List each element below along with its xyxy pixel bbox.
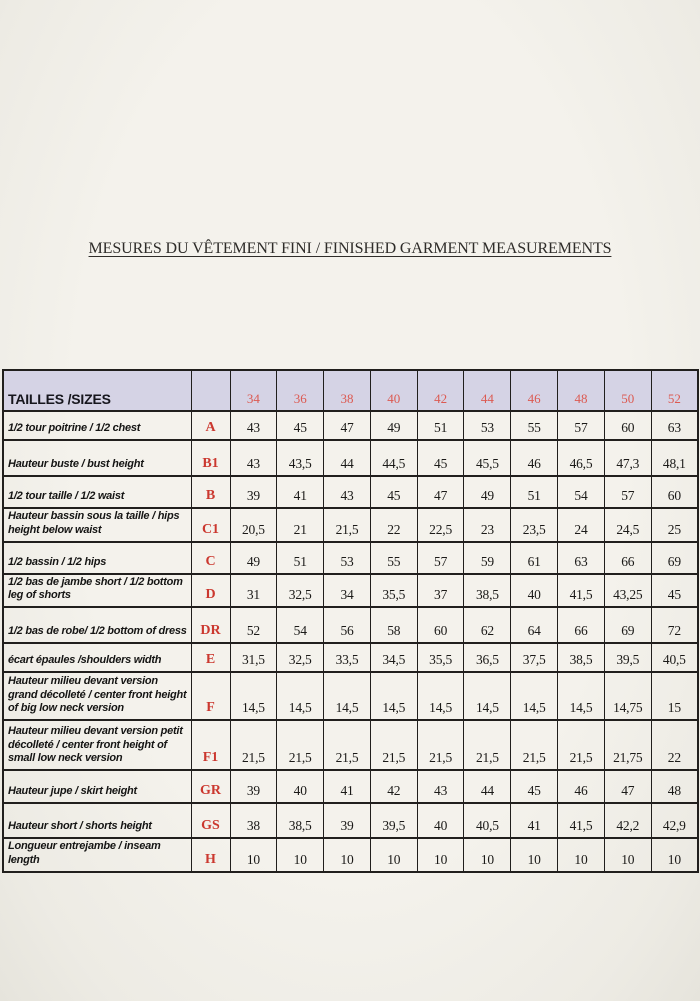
value-cell: 40 [277,770,324,803]
table-row [3,574,698,608]
value-cell: 32,5 [277,643,324,672]
value-cell: 35,5 [417,643,464,672]
value-cell: 53 [464,411,511,440]
measurement-code: DR [191,607,230,643]
value-cell: 47 [604,770,651,803]
value-cell: 25 [651,508,698,542]
value-cell: 52 [230,607,277,643]
value-cell: 38 [230,803,277,838]
value-cell: 51 [277,542,324,574]
value-cell: 51 [417,411,464,440]
value-cell: 55 [370,542,417,574]
size-column-header: 44 [464,370,511,411]
value-cell: 58 [370,607,417,643]
value-cell: 31,5 [230,643,277,672]
value-cell: 10 [558,838,605,872]
size-column-header: 50 [604,370,651,411]
value-cell: 21,5 [230,720,277,770]
size-column-header: 52 [651,370,698,411]
measurement-code: H [191,838,230,872]
value-cell: 46 [558,770,605,803]
table-row [3,643,698,672]
size-column-header: 40 [370,370,417,411]
measurement-code: GR [191,770,230,803]
value-cell: 14,5 [277,672,324,720]
table-row [3,508,698,542]
value-cell: 45 [277,411,324,440]
value-cell: 51 [511,476,558,508]
value-cell: 44 [324,440,371,476]
value-cell: 41,5 [558,574,605,608]
measurement-code: GS [191,803,230,838]
value-cell: 21,5 [370,720,417,770]
value-cell: 43 [230,411,277,440]
size-column-header: 34 [230,370,277,411]
value-cell: 37,5 [511,643,558,672]
value-cell: 54 [277,607,324,643]
value-cell: 24,5 [604,508,651,542]
value-cell: 39,5 [370,803,417,838]
page-title: MESURES DU VÊTEMENT FINI / FINISHED GARMENT MEASUREMENTS [88,240,612,257]
value-cell: 21,5 [464,720,511,770]
value-cell: 14,75 [604,672,651,720]
measurement-code: A [191,411,230,440]
value-cell: 21,5 [324,720,371,770]
measurement-label: Hauteur short / shorts height [3,803,191,838]
value-cell: 37 [417,574,464,608]
value-cell: 66 [558,607,605,643]
table-header-row [3,370,698,411]
value-cell: 10 [651,838,698,872]
value-cell: 21,5 [324,508,371,542]
value-cell: 10 [277,838,324,872]
table-row [3,720,698,770]
value-cell: 34 [324,574,371,608]
value-cell: 21,5 [277,720,324,770]
value-cell: 14,5 [370,672,417,720]
value-cell: 56 [324,607,371,643]
measurement-label: 1/2 tour poitrine / 1/2 chest [3,411,191,440]
value-cell: 21,5 [511,720,558,770]
measurement-code: F [191,672,230,720]
size-column-header: 46 [511,370,558,411]
value-cell: 59 [464,542,511,574]
value-cell: 10 [324,838,371,872]
table-row [3,476,698,508]
measurement-code: B1 [191,440,230,476]
value-cell: 39 [230,476,277,508]
value-cell: 14,5 [558,672,605,720]
table-row [3,607,698,643]
value-cell: 41 [511,803,558,838]
measurement-label: écart épaules /shoulders width [3,643,191,672]
value-cell: 21 [277,508,324,542]
measurement-label: Hauteur milieu devant version grand décolleté / center front height of big low neck version [3,672,191,720]
measurement-label: 1/2 bassin / 1/2 hips [3,542,191,574]
value-cell: 57 [604,476,651,508]
value-cell: 40,5 [464,803,511,838]
measurements-table [2,369,699,873]
value-cell: 48,1 [651,440,698,476]
measurement-label: Longueur entrejambe / inseam length [3,838,191,872]
measurement-label: Hauteur milieu devant version petit décolleté / center front height of small low neck version [3,720,191,770]
value-cell: 43,5 [277,440,324,476]
measurement-label: 1/2 bas de robe/ 1/2 bottom of dress [3,607,191,643]
value-cell: 42,9 [651,803,698,838]
measurement-code: C [191,542,230,574]
value-cell: 21,5 [558,720,605,770]
value-cell: 10 [604,838,651,872]
measurement-code: C1 [191,508,230,542]
code-column-header [191,370,230,411]
value-cell: 10 [511,838,558,872]
value-cell: 53 [324,542,371,574]
table-row [3,411,698,440]
measurement-label: 1/2 tour taille / 1/2 waist [3,476,191,508]
value-cell: 39 [230,770,277,803]
value-cell: 40 [417,803,464,838]
value-cell: 23 [464,508,511,542]
value-cell: 39 [324,803,371,838]
value-cell: 60 [604,411,651,440]
value-cell: 72 [651,607,698,643]
table-row [3,542,698,574]
value-cell: 14,5 [417,672,464,720]
measurement-code: F1 [191,720,230,770]
value-cell: 38,5 [558,643,605,672]
value-cell: 20,5 [230,508,277,542]
size-column-header: 48 [558,370,605,411]
value-cell: 36,5 [464,643,511,672]
value-cell: 44 [464,770,511,803]
table-row [3,440,698,476]
value-cell: 47 [417,476,464,508]
size-column-header: 36 [277,370,324,411]
title-block [0,240,700,258]
value-cell: 42,2 [604,803,651,838]
value-cell: 22 [651,720,698,770]
value-cell: 10 [370,838,417,872]
value-cell: 41 [324,770,371,803]
value-cell: 55 [511,411,558,440]
value-cell: 49 [370,411,417,440]
value-cell: 47 [324,411,371,440]
value-cell: 47,3 [604,440,651,476]
value-cell: 60 [651,476,698,508]
value-cell: 41 [277,476,324,508]
value-cell: 39,5 [604,643,651,672]
value-cell: 10 [464,838,511,872]
value-cell: 49 [230,542,277,574]
value-cell: 63 [558,542,605,574]
value-cell: 43 [417,770,464,803]
value-cell: 23,5 [511,508,558,542]
value-cell: 69 [651,542,698,574]
table-row [3,838,698,872]
value-cell: 45 [417,440,464,476]
table-row [3,770,698,803]
value-cell: 22,5 [417,508,464,542]
measurement-label: Hauteur buste / bust height [3,440,191,476]
value-cell: 14,5 [511,672,558,720]
value-cell: 14,5 [230,672,277,720]
value-cell: 45 [511,770,558,803]
value-cell: 44,5 [370,440,417,476]
value-cell: 62 [464,607,511,643]
value-cell: 64 [511,607,558,643]
value-cell: 46 [511,440,558,476]
value-cell: 66 [604,542,651,574]
size-column-header: 42 [417,370,464,411]
value-cell: 31 [230,574,277,608]
value-cell: 45,5 [464,440,511,476]
measurement-code: E [191,643,230,672]
value-cell: 15 [651,672,698,720]
value-cell: 61 [511,542,558,574]
value-cell: 43 [324,476,371,508]
value-cell: 38,5 [464,574,511,608]
value-cell: 45 [370,476,417,508]
value-cell: 22 [370,508,417,542]
measurement-code: D [191,574,230,608]
value-cell: 38,5 [277,803,324,838]
value-cell: 63 [651,411,698,440]
value-cell: 45 [651,574,698,608]
value-cell: 60 [417,607,464,643]
value-cell: 24 [558,508,605,542]
value-cell: 14,5 [464,672,511,720]
measurement-label: Hauteur jupe / skirt height [3,770,191,803]
measurement-label: 1/2 bas de jambe short / 1/2 bottom leg of shorts [3,574,191,608]
size-column-header: 38 [324,370,371,411]
table-row [3,672,698,720]
value-cell: 35,5 [370,574,417,608]
value-cell: 40,5 [651,643,698,672]
value-cell: 49 [464,476,511,508]
value-cell: 46,5 [558,440,605,476]
measurement-label: Hauteur bassin sous la taille / hips height below waist [3,508,191,542]
value-cell: 41,5 [558,803,605,838]
value-cell: 57 [558,411,605,440]
table-row [3,803,698,838]
value-cell: 43 [230,440,277,476]
value-cell: 40 [511,574,558,608]
value-cell: 14,5 [324,672,371,720]
value-cell: 21,75 [604,720,651,770]
value-cell: 69 [604,607,651,643]
value-cell: 54 [558,476,605,508]
value-cell: 10 [230,838,277,872]
value-cell: 33,5 [324,643,371,672]
value-cell: 42 [370,770,417,803]
value-cell: 32,5 [277,574,324,608]
value-cell: 57 [417,542,464,574]
value-cell: 43,25 [604,574,651,608]
value-cell: 48 [651,770,698,803]
value-cell: 21,5 [417,720,464,770]
value-cell: 10 [417,838,464,872]
sizes-header-label: TAILLES /SIZES [3,370,191,411]
value-cell: 34,5 [370,643,417,672]
measurement-code: B [191,476,230,508]
